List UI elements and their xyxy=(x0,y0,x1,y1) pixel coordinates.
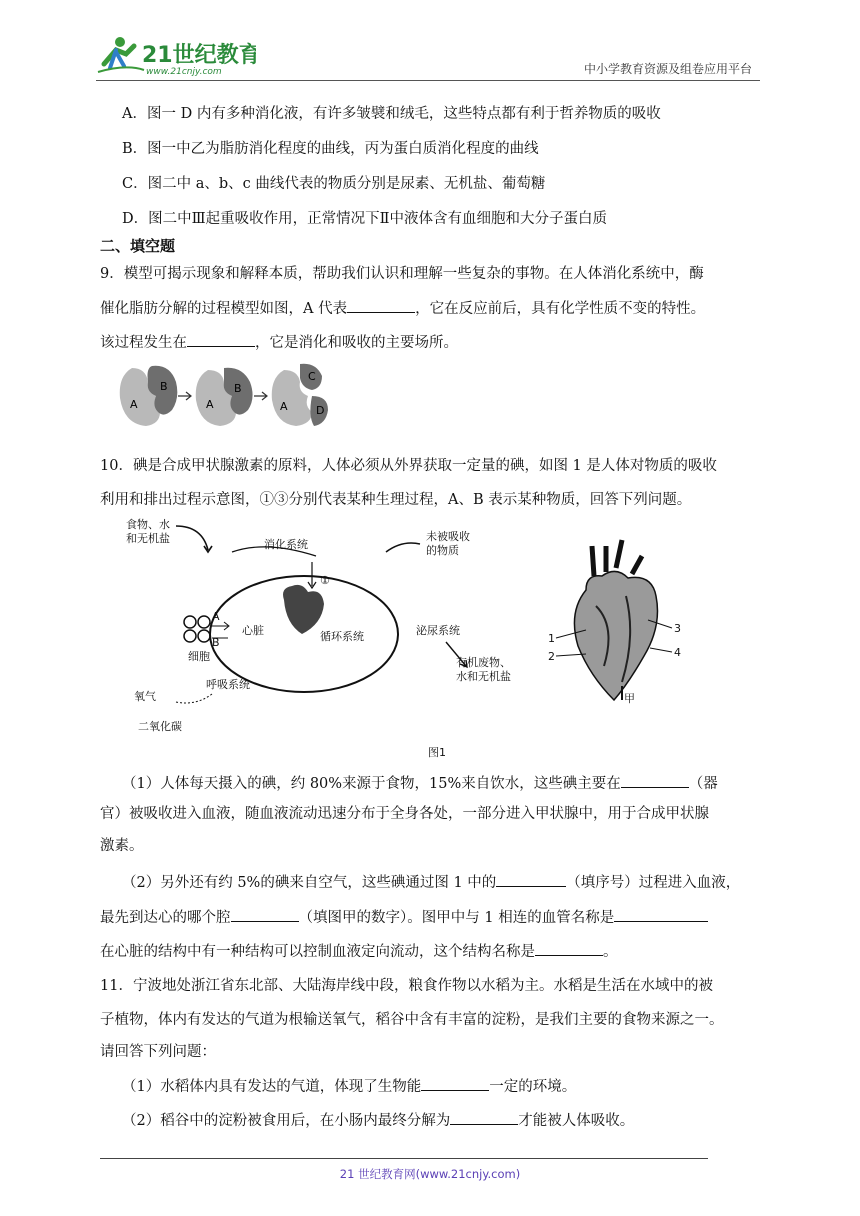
label-circulation: 循环系统 xyxy=(320,630,364,643)
q9-line2 xyxy=(100,298,705,319)
label-c: C xyxy=(308,370,316,383)
q10-text: （1）人体每天摄入的碘，约 80%来源于食物，15%来自饮水，这些碘主要在 xyxy=(122,776,621,792)
q10-text: 最先到达心的哪个腔 xyxy=(100,910,231,926)
q10-text: （填图甲的数字）。图甲中与 1 相连的血管名称是 xyxy=(298,910,615,926)
label-4: 4 xyxy=(674,646,681,659)
q11-line2: 子植物，体内有发达的气道为根输送氧气，稻谷中含有丰富的淀粉，是我们主要的食物来源之一。 xyxy=(100,1012,724,1028)
q9-line1: 9．模型可揭示现象和解释本质，帮助我们认识和理解一些复杂的事物。在人体消化系统中，酶 xyxy=(100,266,704,282)
q9-blank-1[interactable] xyxy=(347,298,415,313)
q11-p2 xyxy=(122,1110,634,1131)
label-oxygen: 氧气 xyxy=(134,690,156,703)
label-a: A xyxy=(130,398,138,411)
label-food: 食物、水 xyxy=(126,518,170,531)
label-cells: 细胞 xyxy=(188,650,210,663)
q11-text: 才能被人体吸收。 xyxy=(518,1113,635,1129)
q10-line2: 利用和排出过程示意图，①③分别代表某种生理过程，A、B 表示某种物质，回答下列问题。 xyxy=(100,492,692,508)
option-b: B．图一中乙为脂肪消化程度的曲线，丙为蛋白质消化程度的曲线 xyxy=(122,141,539,157)
platform-name: 中小学教育资源及组卷应用平台 xyxy=(583,62,752,76)
footer-link[interactable]: 21 世纪教育网(www.21cnjy.com) xyxy=(339,1167,521,1181)
label-a: A xyxy=(206,398,214,411)
q10-p2-line3 xyxy=(100,941,618,962)
label-substance-a: A xyxy=(212,610,220,623)
q10-text: （2）另外还有约 5%的碘来自空气，这些碘通过图 1 中的 xyxy=(122,875,497,891)
q11-text: 一定的环境。 xyxy=(489,1079,577,1095)
label-jia: 甲 xyxy=(624,692,635,705)
running-man-icon xyxy=(98,37,144,72)
label-unabsorbed: 未被吸收 xyxy=(426,530,470,543)
site-logo xyxy=(96,34,256,78)
svg-text:www.21cnjy.com: www.21cnjy.com xyxy=(146,67,222,77)
label-3: 3 xyxy=(674,622,681,635)
q10-p2-line2 xyxy=(100,907,708,928)
section-title: 二、填空题 xyxy=(100,237,176,255)
option-a: A．图一 D 内有多种消化液，有许多皱襞和绒毛，这些特点都有利于哲养物质的吸收 xyxy=(122,106,661,122)
q10-p1-line3: 激素。 xyxy=(100,838,144,854)
q10-blank-4[interactable] xyxy=(614,907,708,922)
label-unabsorbed2: 的物质 xyxy=(426,544,459,557)
q10-blank-5[interactable] xyxy=(535,941,603,956)
footer-rule xyxy=(100,1158,708,1159)
q9-text: ，它是消化和吸收的主要场所。 xyxy=(255,335,458,351)
arrow-icon xyxy=(178,392,191,400)
label-waste2: 水和无机盐 xyxy=(456,670,511,683)
q11-blank-2[interactable] xyxy=(450,1110,518,1125)
q11-text: （2）稻谷中的淀粉被食用后，在小肠内最终分解为 xyxy=(122,1113,451,1129)
q10-p1-line2: 官）被吸收进入血液，随血液流动迅速分布于全身各处，一部分进入甲状腺中，用于合成甲状腺 xyxy=(100,806,709,822)
label-1: 1 xyxy=(548,632,555,645)
label-process-1: ① xyxy=(320,574,330,587)
q10-text: 在心脏的结构中有一种结构可以控制血液定向流动，这个结构名称是 xyxy=(100,944,535,960)
label-heart: 心脏 xyxy=(242,624,264,637)
arrow-icon xyxy=(386,543,420,552)
arrow-icon xyxy=(254,392,267,400)
arrow-icon xyxy=(308,562,316,588)
label-digestive: 消化系统 xyxy=(264,538,308,551)
option-c: C．图二中 a、b、c 曲线代表的物质分别是尿素、无机盐、葡萄糖 xyxy=(122,176,546,192)
label-waste: 有机废物、 xyxy=(456,656,511,669)
header-rule xyxy=(96,80,760,81)
label-2: 2 xyxy=(548,650,555,663)
q10-blank-2[interactable] xyxy=(496,872,566,887)
absorption-figure xyxy=(116,516,696,762)
q10-p2-line1 xyxy=(122,872,740,893)
label-b: B xyxy=(160,380,168,393)
q10-text: 。 xyxy=(603,944,618,960)
q9-text: ，它在反应前后，具有化学性质不变的特性。 xyxy=(415,301,706,317)
svg-text:21世纪教育: 21世纪教育 xyxy=(142,43,256,68)
heart-diagram-icon xyxy=(574,540,657,700)
label-a: A xyxy=(280,400,288,413)
figure-caption: 图1 xyxy=(428,746,446,759)
q11-text: （1）水稻体内具有发达的气道，体现了生物能 xyxy=(122,1079,422,1095)
q9-blank-2[interactable] xyxy=(187,332,255,347)
heart-icon xyxy=(283,585,324,634)
label-respiratory: 呼吸系统 xyxy=(206,678,250,691)
label-substance-b: B xyxy=(212,636,220,649)
q11-line3: 请回答下列问题： xyxy=(100,1044,216,1060)
q9-text: 该过程发生在 xyxy=(100,335,187,351)
q11-line1: 11．宁波地处浙江省东北部、大陆海岸线中段，粮食作物以水稻为主。水稻是生活在水域中的被 xyxy=(100,978,713,994)
label-b: B xyxy=(234,382,242,395)
q9-line3 xyxy=(100,332,458,353)
label-urinary: 泌尿系统 xyxy=(416,624,460,637)
q10-text: （填序号）过程进入血液， xyxy=(566,875,741,891)
q9-text: 催化脂肪分解的过程模型如图，A 代表 xyxy=(100,301,348,317)
enzyme-model-figure xyxy=(116,362,330,432)
q10-blank-1[interactable] xyxy=(621,773,689,788)
q11-p1 xyxy=(122,1076,576,1097)
label-d: D xyxy=(316,404,325,417)
label-co2: 二氧化碳 xyxy=(138,720,182,733)
option-d: D．图二中Ⅲ起重吸收作用，正常情况下Ⅱ中液体含有血细胞和大分子蛋白质 xyxy=(122,211,607,227)
cells-icon xyxy=(184,616,210,642)
label-food2: 和无机盐 xyxy=(126,532,170,545)
q10-text: （器 xyxy=(688,776,718,792)
arrow-icon xyxy=(176,526,208,550)
q10-line1: 10．碘是合成甲状腺激素的原料，人体必须从外界获取一定量的碘，如图 1 是人体对物质的吸收 xyxy=(100,458,717,474)
q10-blank-3[interactable] xyxy=(231,907,299,922)
q10-p1-line1 xyxy=(122,773,718,794)
q11-blank-1[interactable] xyxy=(421,1076,489,1091)
